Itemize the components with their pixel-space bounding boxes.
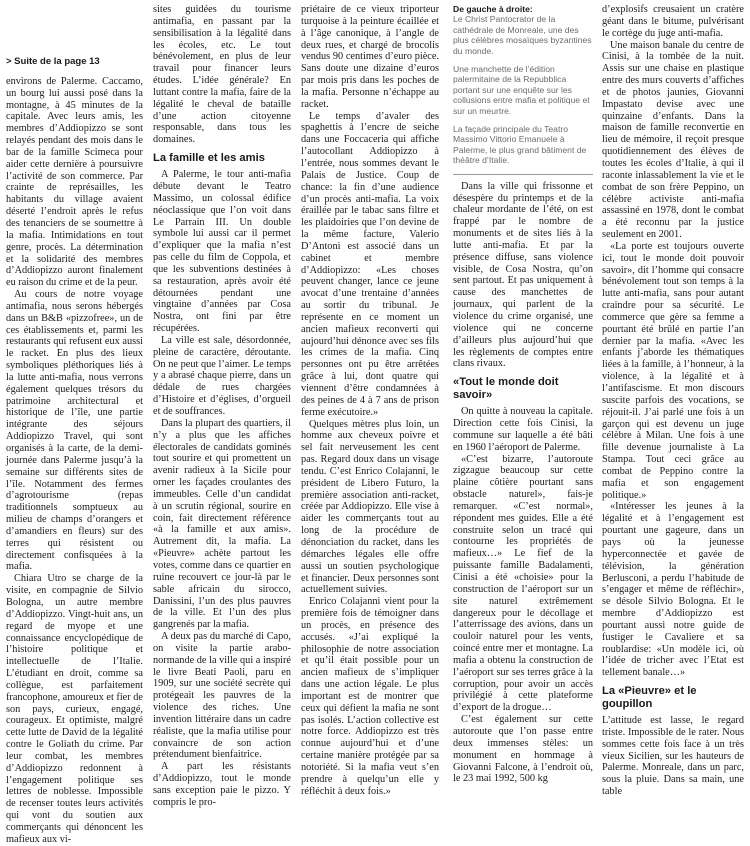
paragraph: «Intéresser les jeunes à la légalité et à l’engagement est pourtant une gageure, dans un pays où la jeunesse hyperconnectée et gavée de télévision, la génération Berlusconi, a perdu l’habitude de s’engager et même de réfléchir», se désole Silvio Bologna. Et le membre d’Addiopizzo est pourtant aussi notre guide de fustiger le Cavaliere et sa roublardise: «Un modèle ici, où l’idée de tricher avec l’Etat est tellement banale…»: [602, 501, 744, 679]
paragraph: On quitte à nouveau la capitale. Direction cette fois Cinisi, la commune sur laquelle a été bâti en 1960 l’aéroport de Palerme.: [453, 406, 593, 453]
paragraph: «C’est bizarre, l’autoroute zigzague beaucoup sur cette plaine côtière pourtant sans obstacle naturel», fais-je remarquer. «C’est normal», répondent mes guides. Elle a été construite selon un tracé qui contourne les propriétés de mafieux…» Le fief de la puissante famille Badalamenti, Cinisi a été «choisie» pour la construction de l’aéroport sur un site naturel extrêmement dangereux pour le décollage et l’atterrissage des avions, dans un couloir naturel pour les vents, coincé entre mer et montagne. La mafia a obtenu la construction de l’aéroport sur ses terres grâce à la corruption, pour avoir un accès privilégié à cette plateforme d’export de la drogue…: [453, 453, 593, 714]
paragraph: L’attitude est lasse, le regard triste. Impossible de le rater. Nous sommes cette fois face à un très vieux Sicilien, sur les hauteurs de Palerme. Monreale, dans un parc, sous la pluie. Dans sa main, une table: [602, 715, 744, 798]
paragraph: Au cours de notre voyage antimafia, nous serons hébergés dans un B&B «pizzofree», un de ces établissements et, parmi les restaurants qui refusent eux aussi le racket. En plus des lieux symboliques pléthoriques liés à la lutte anti-mafia, nous verrons également quelques trésors du patrimoine architectural et historique de l’île, une partie intégrante des séjours Addiopizzo Travel, qui sont organisés à la carte, de la demi-journée dans Palerme jusqu’à la semaine sur différents sites de l’île. Notamment des fermes d’agrotourisme (repas traditionnels somptueux au milieu de champs d’orangers et d’amandiers en fleurs) sur des terres qui résistent ou directement confisquées à la mafia.: [6, 289, 143, 573]
paragraph: environs de Palerme. Caccamo, un bourg lui aussi posé dans la montagne, à 45 minutes de la capitale. Avec leurs amis, les membres d’Addiopizzo se sont relayés pendant des mois dans le bar de la famille Scimeca pour aider cette dernière à poursuivre l’activité de son commerce. Par crainte de représailles, les habitants du village avaient déserté l’endroit après le refus des tenanciers de se soumettre à la mafia. Intimidations en tout genre, procès. La détermination et la solidarité des membres d’Addiopizzo auront finalement eu raison du crime et de la peur.: [6, 75, 143, 289]
column-1: [6, 4, 143, 845]
subhead-tout-le-monde: «Tout le monde doit savoir»: [453, 376, 559, 402]
column-3: [301, 4, 439, 797]
caption-title: De gauche à droite:: [453, 4, 533, 14]
paragraph: A Palerme, le tour anti-mafia débute devant le Teatro Massimo, un colossal édifice néoclassique que l’on voit dans Le Parrain III. Un double symbole lui aussi car il permet d’expliquer que la mafia n’est pas celle du film de Coppola, et que les subventions destinées à sa restauration, après avoir été détournées pendant une vingtaine d’années par Cosa Nostra, ont fini par être récupérées.: [153, 169, 291, 335]
paragraph: priétaire de ce vieux triporteur turquoise à la peinture écaillée et à l’âge canonique, à l’angle de deux rues, et chargé de brocolis vendus 90 centimes d’euro pièce. Sans doute une dizaine d’euros par mois pris dans les poches de la mafia. Personne n’échappe au racket.: [301, 4, 439, 110]
paragraph: Une maison banale du centre de Cinisi, à la tombée de la nuit. Assis sur une chaise en plastique entre des murs couverts d’affiches et de photos jaunies, Giovanni Impastato devise avec une quinzaine d’enfants. Dans la maison de famille reconvertie en lieu de mémoire, il reçoit presque quotidiennement des élèves de toutes les écoles d’Italie, à qui il raconte inlassablement la vie et le combat de son frère Peppino, un célèbre activiste anti-mafia assassiné en 1978, dont le combat a été reconnu par la justice seulement en 2001.: [602, 39, 744, 241]
paragraph: A part les résistants d’Addiopizzo, tout le monde sans exception paie le pizzo. Y compris le pro-: [153, 761, 291, 808]
paragraph: C’est également sur cette autoroute que l’on passe entre deux immenses stèles: un monument en hommage à Giovanni Falcone, à l’endroit où, le 23 mai 1992, 500 kg: [453, 714, 593, 785]
paragraph: A deux pas du marché di Capo, on visite la partie arabo-normande de la ville qui a inspiré le livre Beati Paoli, paru en 1909, sur une société secrète qui protégeait les pauvres de la violence des riches. Une invention littéraire dans un cadre réaliste, que la mafia utilise pour convaincre de son action prétendument bienfaitrice.: [153, 631, 291, 761]
continued-from-kicker: > Suite de la page 13: [6, 56, 100, 67]
paragraph: La ville est sale, désordonnée, pleine de caractère, déroutante. On ne peut que l’aimer. Le temps y a abrasé chaque pierre, dans un dédale de rues chargées d’Histoire et d’églises, d’orgueil et de souffrances.: [153, 334, 291, 417]
caption-repubblica: Une manchette de l’édition palermitaine de la Repubblica portant sur une enquête sur les collusions entre mafia et politique et sur un meurtre.: [453, 64, 590, 116]
caption-monreale: Le Christ Pantocrator de la cathédrale de Monreale, une des plus célèbres mosaïques byzantines du monde.: [453, 14, 592, 56]
paragraph: Dans la plupart des quartiers, il n’y a plus que les affiches électorales de candidats gominés tout sourire et qui promettent un avenir radieux à la Sicile pour orner les façades croulantes des immeubles. Celle d’un candidat à un scrutin régional, sourire en coin, fait directement référence «à la famille et aux amis». Autrement dit, la mafia. La «Pieuvre» achète partout les votes, comme dans ce quartier en ruine recouvert ce jour-là par le sable africain du sirocco, Danissini, l’un des plus pauvres de la ville. Et l’un des plus gangrenés par la mafia.: [153, 417, 291, 631]
caption-teatro-massimo: La façade principale du Teatro Massimo Vittorio Emanuele à Palerme, le plus grand bâtiment de théâtre d’Italie.: [453, 124, 587, 166]
paragraph: sites guidées du tourisme antimafia, en passant par la sensibilisation à la légalité dans les écoles, etc. Le tout bénévolement, en plus de leur travail pour financer leurs études. L’idée générale? En luttant contre la mafia, faire de la légalité le cheval de bataille d’une action citoyenne responsable, dans tous les domaines.: [153, 4, 291, 146]
subhead-famille: La famille et les amis: [153, 152, 265, 165]
column-2: [153, 4, 291, 808]
paragraph: Le temps d’avaler des spaghettis à l’encre de seiche dans une Foccaceria qui affiche l’autocollant Addiopizzo à l’entrée, nous sommes devant le Palais de Justice. Coup de chance: la fin d’une audience d’un procès anti-mafia. La voix éraillée par le tabac sans filtre et les plaidoiries que l’on devine de la même facture, Valerio D’Antoni est associé dans un cabinet et membre d’Addiopizzo: «Les choses peuvent changer, lance ce jeune avocat d’une trentaine d’années au sortir du tribunal. Je représente en ce moment un ancien mafieux reconverti qui aujourd’hui dénonce avec ses fils les crimes de la mafia. Cinq personnes ont pu être arrêtées grâce à lui, dont quatre qui viennent d’être condamnées à des peines de 4 à 7 ans de prison ferme exécutoire.»: [301, 110, 439, 418]
paragraph: Quelques mètres plus loin, un homme aux cheveux poivre et sel fait nerveusement les cent pas. Regard doux dans un visage tendu. C’est Enrico Colajanni, le président de Libero Futuro, la première association anti-racket, créée par Addiopizzo. Elle vise à aider les commerçants tout au long de la procédure de dénonciation du racket, dans les démarches légales elle offre aussi un soutien psychologique et financier. Deux personnes sont actuellement suivies.: [301, 418, 439, 596]
subhead-pieuvre: La «Pieuvre» et le goupillon: [602, 685, 697, 711]
column-4: [453, 4, 593, 785]
paragraph: d’explosifs creusaient un cratère géant dans le bitume, pulvérisant le cortège du juge anti-mafia.: [602, 4, 744, 39]
column-5: [602, 4, 744, 798]
photo-captions: [453, 4, 593, 166]
paragraph: Enrico Colajanni vient pour la première fois de témoigner dans un procès, en présence des accusés. «J’ai expliqué la philosophie de notre association et qu’il était possible pour un ancien mafieux de s’impliquer dans une action légale. Le plus important est de montrer que ceux qui défient la mafia ne sont pas isolés. L’action collective est notre force. Addiopizzo est très connue aujourd’hui et d’une certaine manière protégée par sa notoriété. Si la mafia veut s’en prendre à quelqu’un elle y réfléchit à deux fois.»: [301, 596, 439, 797]
caption-divider: [453, 174, 593, 175]
paragraph: Chiara Utro se charge de la visite, en compagnie de Silvio Bologna, un autre membre d’Addiopizzo. Vingt-huit ans, un regard de myope et une connaissance encyclopédique de l’histoire politique et intellectuelle de l’Italie. L’étudiant en droit, comme sa collègue, est parfaitement francophone, amoureux et fier de son pays, curieux, engagé, courageux. Et optimiste, malgré cette lutte de David de la légalité contre le Goliath du crime. Par leur combat, les membres d’Addiopizzo redonnent à l’engagement politique ses lettres de noblesse. Impossible de recenser toutes leurs activités qui vont du soutien aux commerçants qui dénoncent les mafieux aux vi-: [6, 573, 143, 845]
paragraph: «La porte est toujours ouverte ici, tout le monde doit pouvoir savoir», dit l’homme qui consacre bénévolement tout son temps à la lutte anti-mafia, sans pour autant craindre pour sa sécurité. Le commerce que gère sa femme a pourtant été brûlé en partie l’an dernier par la mafia. «Avec les enfants j’aborde les thématiques liées à la famille, à l’honneur, à la violence, à la légalité et à l’antifascisme. Et mon discours suscite parfois des vocations, se réjouit-il. J’ai parlé une fois à un garçon qui est devenu un juge célèbre à Milan. Une fois à une fille devenue journaliste à La Stampa. Tout ceci grâce au combat de Peppino contre la mafia et son engagement politique.»: [602, 240, 744, 501]
paragraph: Dans la ville qui frissonne et désespère du printemps et de la chaleur mordante de l’été, on est frappé par le nombre de monuments et de sites liés à la lutte anti-mafia. Et par la présence diffuse, sans violence visible, de Cosa Nostra, qu’on sent partout. Et pas uniquement à cause des manchettes de journaux, qui parlent de la violence du crime organisé, une violence qui ne concerne d’ailleurs plus aujourd’hui que les règlements de comptes entre clans rivaux.: [453, 180, 593, 370]
